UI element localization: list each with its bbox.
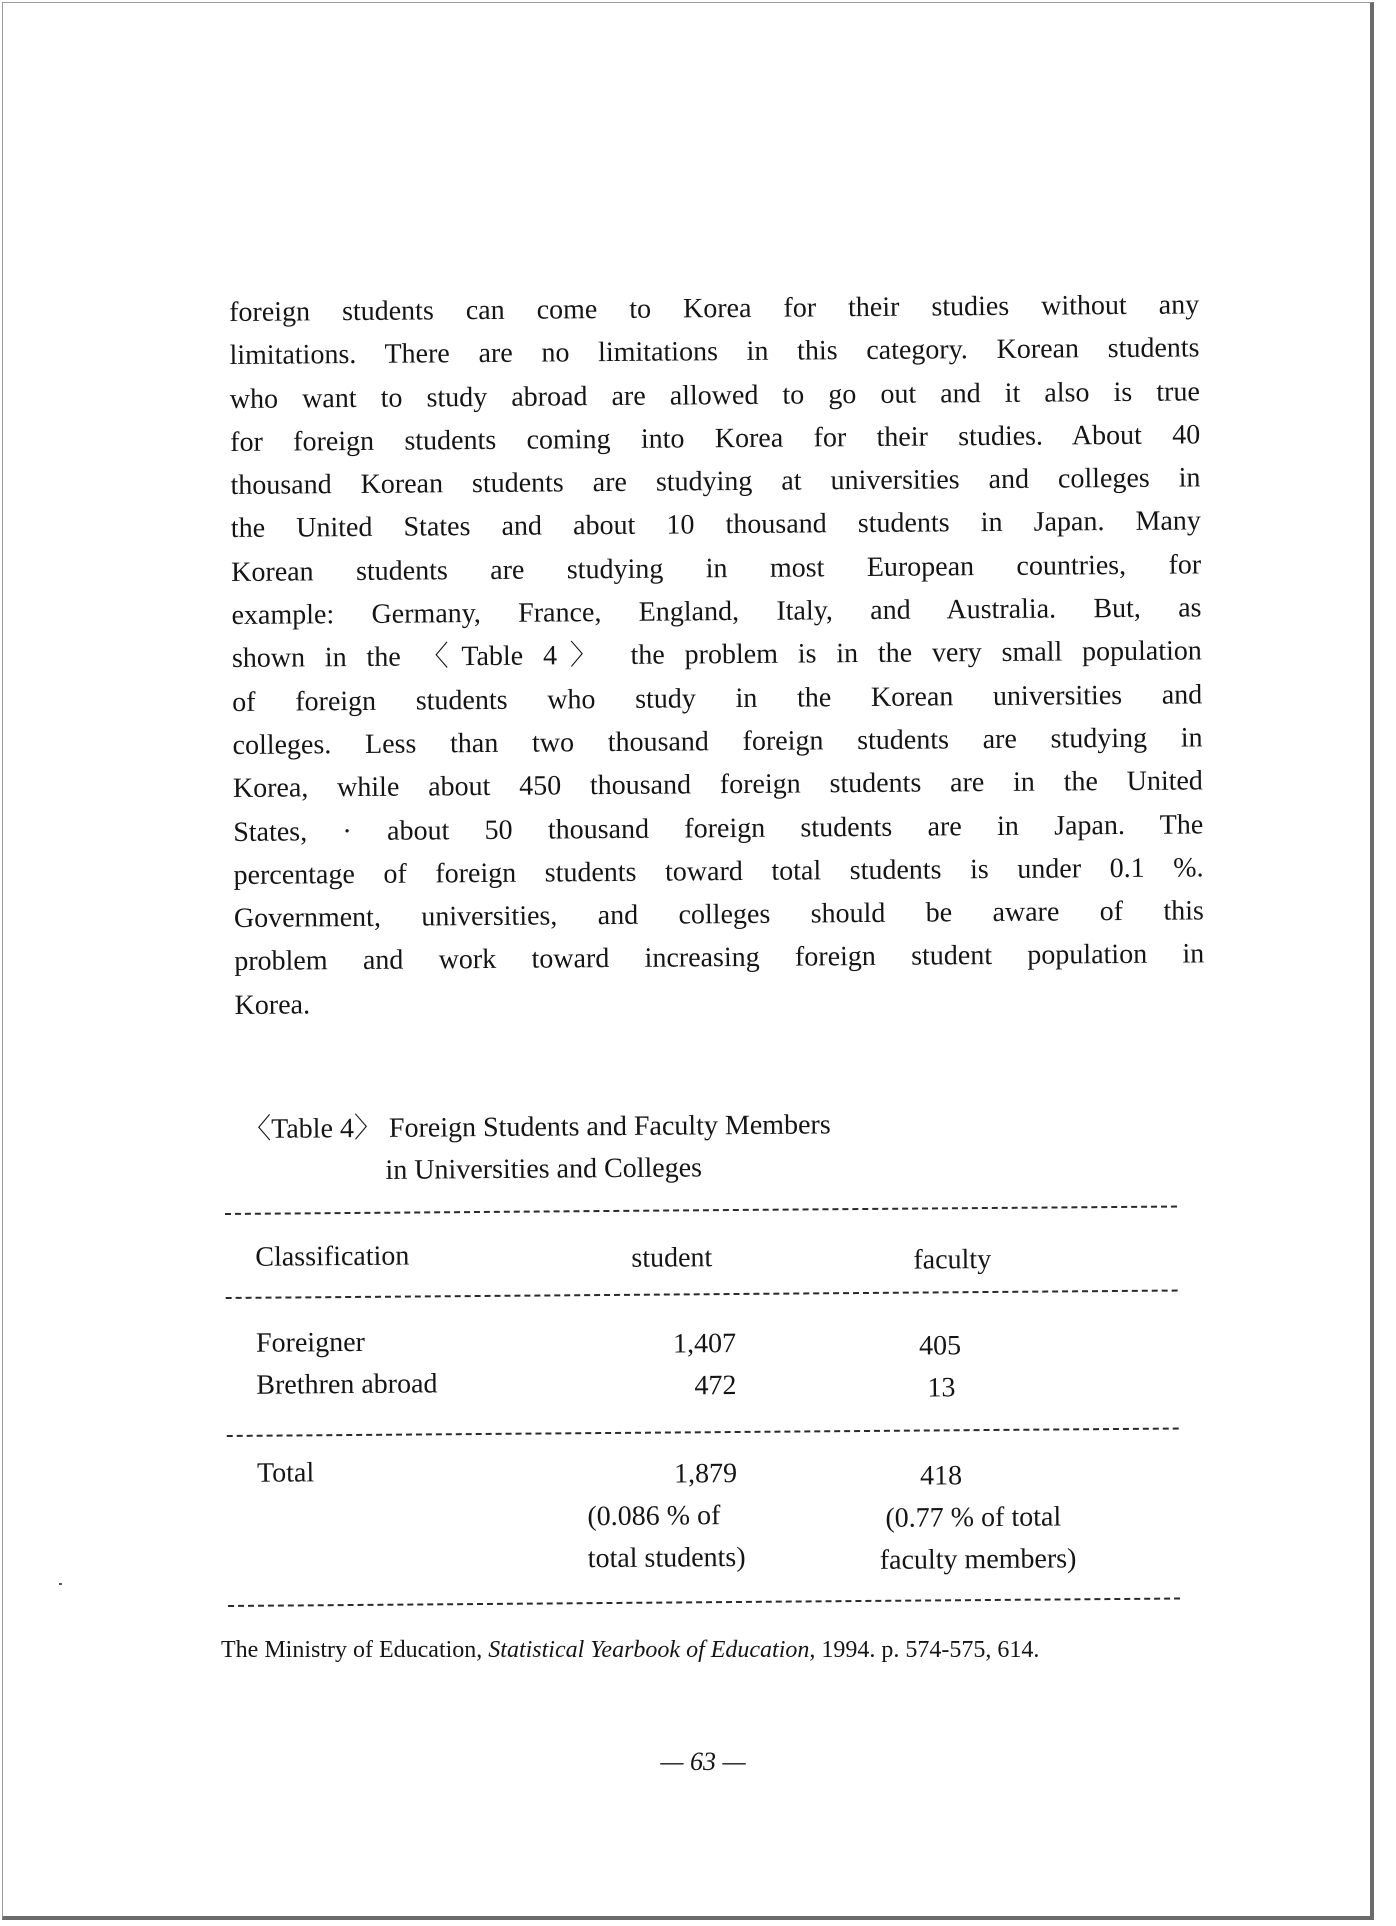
source-title: Statistical Yearbook of Education,	[488, 1637, 816, 1663]
page-number: — 63 —	[660, 1747, 746, 1776]
total-student-value: 1,879	[673, 1457, 738, 1490]
table-top-rule	[225, 1206, 1177, 1215]
paragraph-line: percentage of foreign students toward total students is under 0.1 %.	[233, 852, 1204, 891]
paragraph-line: who want to study abroad are allowed to go out and it also is true	[229, 375, 1200, 415]
source-prefix: The Ministry of Education,	[221, 1637, 489, 1663]
header-student: student	[631, 1242, 713, 1274]
paragraph-line: colleges. Less than two thousand foreign students are studying in	[232, 722, 1203, 761]
total-faculty-value: 418	[919, 1460, 963, 1492]
paragraph-line: the United States and about 10 thousand students in Japan. Many	[230, 505, 1201, 545]
data-table	[225, 1206, 1177, 1576]
paragraph-line: shown in the 〈Table 4〉 the problem is in the very small population	[231, 635, 1202, 675]
row-faculty-value: 13	[927, 1372, 956, 1404]
paragraph-line: example: Germany, France, England, Italy, and Australia. But, as	[231, 592, 1202, 632]
page-sheet	[2, 2, 1374, 1920]
header-classification: Classification	[255, 1240, 410, 1273]
total-faculty-note: (0.77 % of total	[885, 1501, 1062, 1534]
table-bottom-rule	[228, 1598, 1180, 1607]
paragraph-line: limitations. There are no limitations in this category. Korean students	[229, 332, 1200, 372]
paragraph-line: thousand Korean students are studying at universities and colleges in	[230, 462, 1201, 502]
paragraph-line: foreign students can come to Korea for their studies without any	[229, 289, 1200, 328]
row-faculty-value: 405	[918, 1330, 962, 1362]
total-student-note: total students)	[587, 1541, 746, 1575]
body-paragraph	[229, 283, 1205, 1027]
table-body-rule	[227, 1428, 1179, 1437]
paragraph-line: of foreign students who study in the Korean universities and	[232, 679, 1203, 718]
header-faculty: faculty	[913, 1243, 992, 1276]
paragraph-line: Korean students are studying in most European countries, for	[231, 549, 1202, 588]
paragraph-line: Korea, while about 450 thousand foreign students are in the United	[232, 765, 1204, 805]
row-classification: Foreigner	[255, 1326, 366, 1359]
table-source	[221, 1633, 1201, 1667]
total-label: Total	[256, 1457, 315, 1489]
table-caption	[243, 1103, 1004, 1193]
row-student-value: 472	[694, 1369, 737, 1402]
total-faculty-note: faculty members)	[879, 1543, 1077, 1576]
table-caption-subtitle: in Universities and Colleges	[385, 1152, 703, 1186]
table-header-rule	[226, 1290, 1178, 1299]
row-student-value: 1,407	[672, 1327, 737, 1360]
source-suffix: 1994. p. 574-575, 614.	[815, 1637, 1040, 1663]
total-student-note: (0.086 % of	[587, 1500, 721, 1533]
table-caption-title: 〈Table 4〉 Foreign Students and Faculty Members	[243, 1109, 831, 1145]
paragraph-line: States, · about 50 thousand foreign students are in Japan. The	[233, 808, 1204, 848]
row-classification: Brethren abroad	[256, 1368, 438, 1401]
paragraph-line: problem and work toward increasing foreign student population in	[234, 938, 1205, 978]
paragraph-line: Government, universities, and colleges should be aware of this	[233, 895, 1205, 935]
paragraph-line: for foreign students coming into Korea for their studies. About 40	[230, 419, 1201, 458]
paragraph-line: Korea.	[234, 989, 311, 1021]
scan-speck	[59, 1583, 62, 1585]
